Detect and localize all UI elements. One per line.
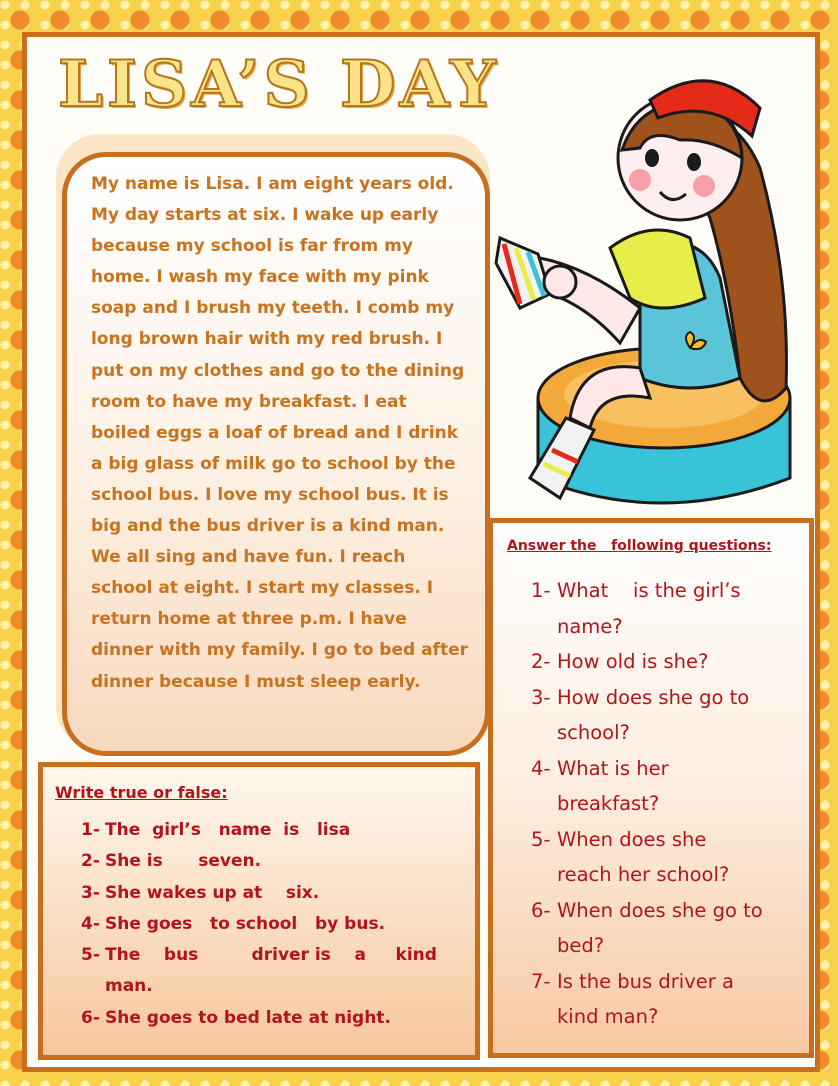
list-item — [81, 940, 463, 1003]
list-item — [531, 893, 799, 964]
item-text: What is her breakfast? — [557, 756, 675, 815]
item-number: 2- — [81, 851, 100, 872]
list-item — [81, 846, 463, 877]
item-number: 2- — [531, 650, 551, 673]
list-item — [531, 573, 799, 644]
list-item — [531, 680, 799, 751]
questions-box — [488, 518, 814, 1058]
item-text: She is seven. — [105, 851, 262, 872]
true-false-list — [55, 815, 463, 1034]
item-text: How old is she? — [557, 650, 709, 673]
story-box — [62, 152, 490, 756]
list-item — [531, 822, 799, 893]
item-number: 1- — [81, 820, 100, 840]
item-number: 6- — [81, 1007, 100, 1028]
item-text: When does she go to bed? — [557, 898, 769, 957]
item-number: 3- — [531, 685, 551, 709]
item-number: 3- — [81, 882, 100, 903]
item-number: 4- — [81, 913, 100, 934]
item-text: What is the girl’s name? — [557, 579, 747, 638]
item-text: The bus driver is a kind man. — [105, 945, 443, 997]
item-text: The girl’s name is lisa — [105, 820, 351, 840]
list-item — [81, 1003, 463, 1034]
item-text: When does she reach her school? — [557, 827, 730, 886]
list-item — [531, 644, 799, 680]
item-text: Is the bus driver a kind man? — [557, 969, 741, 1028]
item-number: 5- — [531, 827, 551, 851]
item-text: She goes to school by bus. — [105, 913, 386, 934]
item-number: 6- — [531, 898, 551, 922]
page-title: LISA’S DAY — [58, 47, 500, 122]
list-item — [531, 751, 799, 822]
story-text: My name is Lisa. I am eight years old. My day starts at six. I wake up early because my school is far from my home. I wash my face with my pink soap and I brush my teeth. I comb my long brown hair with my red brush. I put on my clothes and go to the dining room to have my breakfast. I eat boiled eggs a loaf of bread and I drink a big glass of milk go to school by the school bus. I love my school bus. It is big and the bus driver is a kind man. We all sing and have fun. I reach school at eight. I start my classes. I return home at three p.m. I have dinner with my family. I go to bed after dinner because I must sleep early. — [91, 174, 468, 692]
list-item — [531, 964, 799, 1035]
questions-list — [507, 573, 799, 1035]
list-item — [81, 815, 463, 846]
item-number: 4- — [531, 756, 551, 780]
questions-heading: Answer the following questions: — [507, 538, 772, 554]
item-number: 5- — [81, 945, 100, 966]
item-number: 7- — [531, 969, 551, 993]
item-text: She goes to bed late at night. — [105, 1007, 391, 1028]
item-text: She wakes up at six. — [105, 882, 320, 903]
item-text: How does she go to school? — [557, 685, 756, 744]
list-item — [81, 878, 463, 909]
true-false-heading: Write true or false: — [55, 783, 228, 802]
girl-illustration-icon — [490, 58, 810, 518]
list-item — [81, 909, 463, 940]
item-number: 1- — [531, 579, 551, 602]
true-false-box — [38, 762, 480, 1060]
